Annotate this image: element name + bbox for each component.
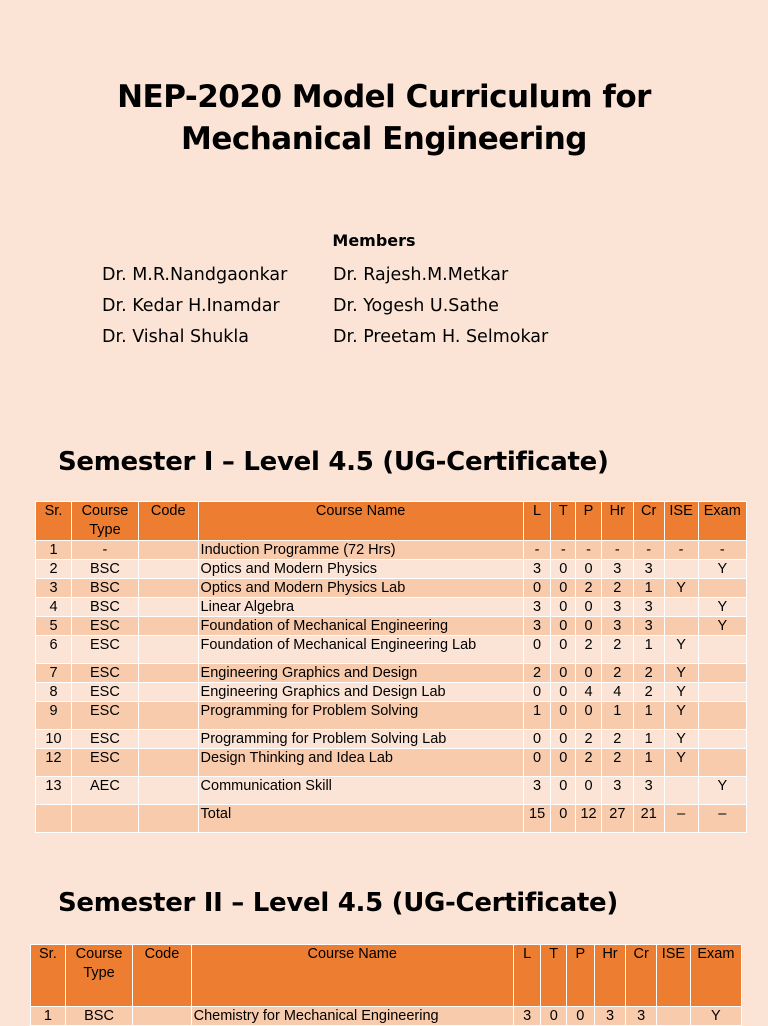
table-header-row xyxy=(36,502,747,541)
header-sr: Sr. xyxy=(31,945,66,1007)
cell-cr: 3 xyxy=(633,560,664,579)
cell-code xyxy=(138,617,198,636)
cell-hr: 4 xyxy=(601,683,633,702)
cell-code xyxy=(138,598,198,617)
cell-exam: Y xyxy=(698,617,746,636)
cell-l: 0 xyxy=(523,683,551,702)
header-hr: Hr xyxy=(601,502,633,541)
cell-code xyxy=(138,636,198,664)
cell-cr: 2 xyxy=(633,683,664,702)
cell-course-name: Engineering Graphics and Design xyxy=(198,664,523,683)
header-cr: Cr xyxy=(633,502,664,541)
cell-course-type: BSC xyxy=(72,560,139,579)
cell-hr: 3 xyxy=(601,598,633,617)
header-ise: ISE xyxy=(657,945,691,1007)
cell-cr: 3 xyxy=(633,598,664,617)
semester-1-table xyxy=(35,501,747,833)
member-right-3: Dr. Preetam H. Selmokar xyxy=(333,327,549,347)
cell-ise: Y xyxy=(664,730,698,749)
cell-course-type: ESC xyxy=(72,749,139,777)
cell-cr: 1 xyxy=(633,730,664,749)
table-row xyxy=(36,636,747,664)
cell-t: 0 xyxy=(551,579,576,598)
member-left-3: Dr. Vishal Shukla xyxy=(102,327,250,347)
cell-course-name: Linear Algebra xyxy=(198,598,523,617)
table-row xyxy=(36,579,747,598)
cell-course-name: Communication Skill xyxy=(198,777,523,805)
cell-course-type: ESC xyxy=(72,636,139,664)
cell-t: 0 xyxy=(551,617,576,636)
header-course-type: Course Type xyxy=(65,945,133,1007)
cell-course-type: ESC xyxy=(72,730,139,749)
cell-sr: 12 xyxy=(36,749,72,777)
table-row xyxy=(36,560,747,579)
cell-t: - xyxy=(551,541,576,560)
cell-course-name: Foundation of Mechanical Engineering xyxy=(198,617,523,636)
cell-t: 0 xyxy=(551,702,576,730)
cell-hr: 3 xyxy=(594,1007,626,1026)
cell-cr: - xyxy=(633,541,664,560)
cell-l: 1 xyxy=(523,702,551,730)
cell-p: 2 xyxy=(576,749,602,777)
table-row xyxy=(36,683,747,702)
cell-course-name: Chemistry for Mechanical Engineering xyxy=(191,1007,513,1026)
header-code: Code xyxy=(133,945,191,1007)
cell-code xyxy=(138,749,198,777)
cell-code xyxy=(138,560,198,579)
cell-exam: Y xyxy=(698,598,746,617)
cell-ise: Y xyxy=(664,664,698,683)
header-cr: Cr xyxy=(626,945,657,1007)
cell-course-name: Programming for Problem Solving Lab xyxy=(198,730,523,749)
cell-hr: 2 xyxy=(601,664,633,683)
header-exam: Exam xyxy=(698,502,746,541)
cell-course-type: ESC xyxy=(72,664,139,683)
cell-p: 0 xyxy=(576,664,602,683)
header-code: Code xyxy=(138,502,198,541)
semester-2-table xyxy=(30,944,742,1026)
cell-exam: Y xyxy=(690,1007,741,1026)
cell-l: 2 xyxy=(523,664,551,683)
table-row xyxy=(36,730,747,749)
member-left-1: Dr. M.R.Nandgaonkar xyxy=(102,265,288,285)
table-row xyxy=(36,702,747,730)
cell-course-type: ESC xyxy=(72,683,139,702)
cell-t: 0 xyxy=(551,683,576,702)
cell-ise: Y xyxy=(664,579,698,598)
cell-hr: 2 xyxy=(601,749,633,777)
cell-sr: 6 xyxy=(36,636,72,664)
title-line-1: NEP-2020 Model Curriculum for xyxy=(117,79,651,115)
member-left-2: Dr. Kedar H.Inamdar xyxy=(102,296,280,316)
cell-exam xyxy=(698,730,746,749)
cell-cr: 1 xyxy=(633,749,664,777)
cell-sr: 8 xyxy=(36,683,72,702)
cell-ise: – xyxy=(664,805,698,833)
cell-t: 0 xyxy=(551,730,576,749)
cell-hr: 3 xyxy=(601,617,633,636)
cell-cr: 3 xyxy=(626,1007,657,1026)
header-hr: Hr xyxy=(594,945,626,1007)
cell-p: 12 xyxy=(576,805,602,833)
table-row xyxy=(36,749,747,777)
cell-exam xyxy=(698,702,746,730)
header-t: T xyxy=(551,502,576,541)
cell-course-name: Design Thinking and Idea Lab xyxy=(198,749,523,777)
table-row xyxy=(31,1007,742,1026)
cell-p: 2 xyxy=(576,579,602,598)
cell-t: 0 xyxy=(551,749,576,777)
cell-cr: 1 xyxy=(633,579,664,598)
cell-l: 3 xyxy=(523,617,551,636)
cell-t: 0 xyxy=(551,664,576,683)
cell-sr xyxy=(36,805,72,833)
table-header-row xyxy=(31,945,742,1007)
slide-title xyxy=(0,76,768,160)
header-course-name: Course Name xyxy=(191,945,513,1007)
table-row xyxy=(36,541,747,560)
cell-ise: Y xyxy=(664,683,698,702)
header-exam: Exam xyxy=(690,945,741,1007)
cell-code xyxy=(138,579,198,598)
cell-exam xyxy=(698,636,746,664)
cell-sr: 4 xyxy=(36,598,72,617)
cell-exam xyxy=(698,683,746,702)
cell-ise: Y xyxy=(664,749,698,777)
cell-p: - xyxy=(576,541,602,560)
cell-t: 0 xyxy=(551,598,576,617)
cell-code xyxy=(138,730,198,749)
cell-ise: - xyxy=(664,541,698,560)
cell-hr: 2 xyxy=(601,636,633,664)
cell-hr: 2 xyxy=(601,579,633,598)
cell-t: 0 xyxy=(551,636,576,664)
cell-course-name: Programming for Problem Solving xyxy=(198,702,523,730)
header-course-name: Course Name xyxy=(198,502,523,541)
cell-course-type: BSC xyxy=(65,1007,133,1026)
cell-code xyxy=(138,541,198,560)
cell-code xyxy=(138,664,198,683)
cell-sr: 10 xyxy=(36,730,72,749)
header-sr: Sr. xyxy=(36,502,72,541)
cell-hr: 27 xyxy=(601,805,633,833)
cell-ise xyxy=(664,777,698,805)
title-line-2: Mechanical Engineering xyxy=(180,121,587,157)
cell-sr: 2 xyxy=(36,560,72,579)
cell-l: 0 xyxy=(523,730,551,749)
cell-l: - xyxy=(523,541,551,560)
cell-course-type: BSC xyxy=(72,579,139,598)
members-heading: Members xyxy=(332,231,416,250)
cell-t: 0 xyxy=(551,805,576,833)
cell-course-type: - xyxy=(72,541,139,560)
cell-hr: 2 xyxy=(601,730,633,749)
cell-l: 0 xyxy=(523,579,551,598)
header-l: L xyxy=(523,502,551,541)
cell-code xyxy=(138,777,198,805)
semester-2-heading: Semester II – Level 4.5 (UG-Certificate) xyxy=(58,888,618,918)
cell-p: 0 xyxy=(576,560,602,579)
cell-course-type xyxy=(72,805,139,833)
cell-ise xyxy=(664,598,698,617)
cell-sr: 1 xyxy=(36,541,72,560)
cell-p: 2 xyxy=(576,636,602,664)
cell-p: 4 xyxy=(576,683,602,702)
cell-ise xyxy=(657,1007,691,1026)
cell-course-type: ESC xyxy=(72,702,139,730)
header-t: T xyxy=(541,945,567,1007)
cell-t: 0 xyxy=(551,560,576,579)
cell-code xyxy=(138,702,198,730)
table-row xyxy=(36,617,747,636)
cell-exam xyxy=(698,579,746,598)
member-right-1: Dr. Rajesh.M.Metkar xyxy=(333,265,509,285)
header-ise: ISE xyxy=(664,502,698,541)
table-row xyxy=(36,598,747,617)
cell-sr: 3 xyxy=(36,579,72,598)
cell-p: 2 xyxy=(576,730,602,749)
cell-course-type: AEC xyxy=(72,777,139,805)
header-p: P xyxy=(567,945,595,1007)
header-p: P xyxy=(576,502,602,541)
cell-hr: - xyxy=(601,541,633,560)
cell-exam xyxy=(698,664,746,683)
cell-code xyxy=(133,1007,191,1026)
cell-p: 0 xyxy=(576,702,602,730)
cell-l: 3 xyxy=(513,1007,541,1026)
cell-course-name: Induction Programme (72 Hrs) xyxy=(198,541,523,560)
cell-p: 0 xyxy=(576,598,602,617)
cell-hr: 3 xyxy=(601,777,633,805)
cell-cr: 3 xyxy=(633,777,664,805)
cell-sr: 13 xyxy=(36,777,72,805)
cell-course-type: BSC xyxy=(72,598,139,617)
header-l: L xyxy=(513,945,541,1007)
cell-exam: - xyxy=(698,541,746,560)
cell-sr: 5 xyxy=(36,617,72,636)
cell-cr: 3 xyxy=(633,617,664,636)
cell-course-name: Total xyxy=(198,805,523,833)
table-row xyxy=(36,664,747,683)
cell-l: 3 xyxy=(523,598,551,617)
cell-ise: Y xyxy=(664,636,698,664)
cell-exam: Y xyxy=(698,560,746,579)
cell-course-name: Foundation of Mechanical Engineering Lab xyxy=(198,636,523,664)
cell-exam: – xyxy=(698,805,746,833)
cell-course-name: Engineering Graphics and Design Lab xyxy=(198,683,523,702)
cell-code xyxy=(138,683,198,702)
cell-ise xyxy=(664,617,698,636)
cell-sr: 7 xyxy=(36,664,72,683)
cell-hr: 3 xyxy=(601,560,633,579)
cell-ise xyxy=(664,560,698,579)
table-row xyxy=(36,777,747,805)
member-right-2: Dr. Yogesh U.Sathe xyxy=(333,296,499,316)
cell-t: 0 xyxy=(541,1007,567,1026)
cell-p: 0 xyxy=(576,777,602,805)
cell-exam: Y xyxy=(698,777,746,805)
cell-cr: 1 xyxy=(633,702,664,730)
cell-code xyxy=(138,805,198,833)
cell-hr: 1 xyxy=(601,702,633,730)
cell-l: 3 xyxy=(523,560,551,579)
table-row xyxy=(36,805,747,833)
cell-cr: 21 xyxy=(633,805,664,833)
cell-l: 0 xyxy=(523,636,551,664)
cell-exam xyxy=(698,749,746,777)
cell-sr: 1 xyxy=(31,1007,66,1026)
cell-ise: Y xyxy=(664,702,698,730)
cell-t: 0 xyxy=(551,777,576,805)
cell-course-name: Optics and Modern Physics Lab xyxy=(198,579,523,598)
cell-p: 0 xyxy=(567,1007,595,1026)
header-course-type: Course Type xyxy=(72,502,139,541)
cell-course-type: ESC xyxy=(72,617,139,636)
cell-cr: 2 xyxy=(633,664,664,683)
cell-p: 0 xyxy=(576,617,602,636)
cell-l: 3 xyxy=(523,777,551,805)
cell-l: 15 xyxy=(523,805,551,833)
cell-l: 0 xyxy=(523,749,551,777)
cell-course-name: Optics and Modern Physics xyxy=(198,560,523,579)
cell-sr: 9 xyxy=(36,702,72,730)
cell-cr: 1 xyxy=(633,636,664,664)
semester-1-heading: Semester I – Level 4.5 (UG-Certificate) xyxy=(58,447,609,477)
